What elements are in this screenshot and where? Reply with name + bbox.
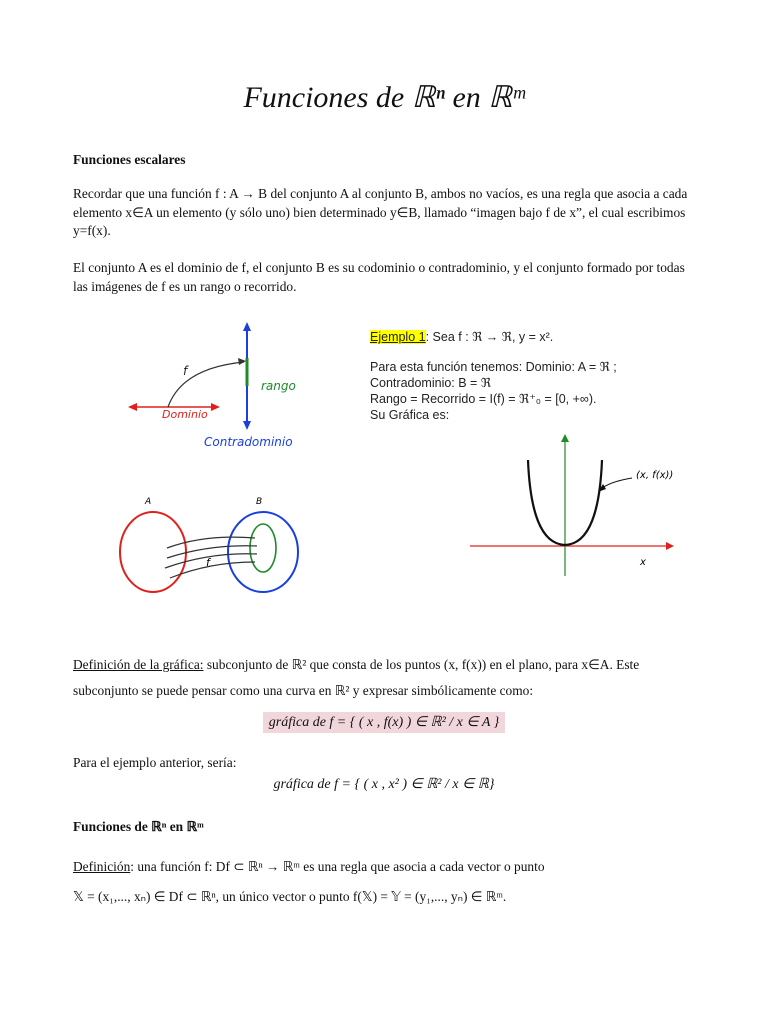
sets-mapping-diagram — [115, 490, 315, 600]
definition-line1: Definición: una función f: Df ⊂ ℝⁿ → ℝᵐ es una regla que asocia a cada vector o punto — [73, 859, 545, 874]
graph-definition: Definición de la gráfica: subconjunto de ℝ² que consta de los puntos (x, f(x)) en el plano, para x∈A. Este subconjunto se puede pensar como una curva en ℝ² y expresar simbólicamente como: — [73, 657, 640, 698]
dominio-label: Dominio — [162, 408, 208, 421]
graph-def-label: Definición de la gráfica: — [73, 657, 204, 672]
f-map-label: f — [206, 556, 210, 569]
point-label: (x, f(x)) — [636, 470, 674, 481]
paragraph-domain: El conjunto A es el dominio de f, el conjunto B es su codominio o contradominio, y el conjunto formado por todas las imágenes de f es un rango o recorrido. — [73, 260, 685, 294]
rango-label: rango — [261, 379, 296, 393]
parabola-graph — [468, 430, 688, 580]
definition-line2: 𝕏 = (x₁,..., xₙ) ∈ Df ⊂ ℝⁿ, un único vector o punto f(𝕏) = 𝕐 = (y₁,..., yₙ) ∈ ℝᵐ. — [73, 889, 507, 904]
f-label: f — [183, 364, 188, 378]
paragraph-example-previous: Para el ejemplo anterior, sería: — [73, 755, 237, 770]
example-line5: Su Gráfica es: — [370, 408, 450, 422]
set-a-label: A — [145, 497, 152, 507]
example-label: Ejemplo 1 — [370, 330, 426, 344]
paragraph-definition: Recordar que una función f : A → B del conjunto A al conjunto B, ambos no vacíos, es una regla que asocia a cada elemento x∈A un elemento (y sólo uno) bien determinado y∈B, llamado “imagen bajo f de x”, el cual escribimos y=f(x). — [73, 186, 688, 238]
x-axis-label: x — [640, 557, 646, 568]
section-heading-rn-rm: Funciones de ℝⁿ en ℝᵐ — [73, 819, 204, 834]
set-b-label: B — [256, 497, 263, 507]
contradominio-label: Contradominio — [204, 435, 293, 449]
domain-range-diagram — [120, 320, 340, 455]
formula-graph-general: gráfica de f = { ( x , f(x) ) ∈ ℝ² / x ∈ A } — [263, 712, 505, 733]
example-line1: Ejemplo 1: Sea f : ℜ → ℜ, y = x². — [370, 330, 554, 344]
definition-label: Definición — [73, 859, 131, 874]
page-title: Funciones de ℝⁿ en ℝᵐ — [243, 81, 525, 114]
section-heading-scalar: Funciones escalares — [73, 152, 186, 167]
example-line4: Rango = Recorrido = I(f) = ℜ⁺₀ = [0, +∞). — [370, 392, 597, 406]
formula-graph-example: gráfica de f = { ( x , x² ) ∈ ℝ² / x ∈ ℝ} — [273, 777, 495, 792]
example-line3: Contradominio: B = ℜ — [370, 376, 491, 390]
example-line2: Para esta función tenemos: Dominio: A = ℜ ; — [370, 360, 617, 374]
